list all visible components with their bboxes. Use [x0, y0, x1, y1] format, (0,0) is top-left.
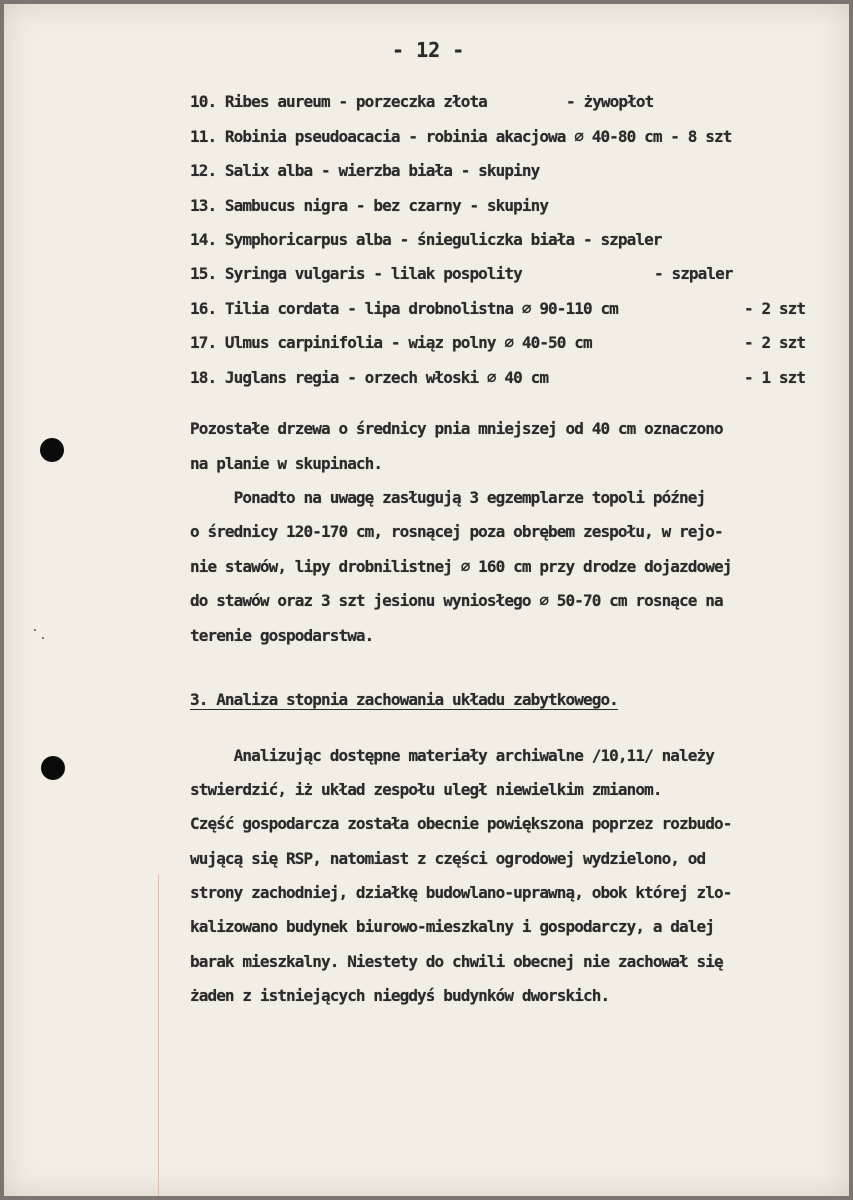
- page-number: - 12 -: [392, 38, 465, 62]
- paragraph-line: terenie gospodarstwa.: [190, 626, 374, 645]
- list-item-text: 13. Sambucus nigra - bez czarny - skupiny: [190, 196, 549, 215]
- paragraph-line: do stawów oraz 3 szt jesionu wyniosłego ⌀ 50-70 cm rosnące na: [190, 591, 723, 610]
- paragraph-line: Analizując dostępne materiały archiwalne /10,11/ należy: [190, 746, 714, 765]
- paper-speck: [42, 637, 44, 639]
- list-item-text: 16. Tilia cordata - lipa drobnolistna ⌀ 90-110 cm: [190, 299, 618, 318]
- list-item-text: 14. Symphoricarpus alba - śnieguliczka biała - szpaler: [190, 230, 662, 249]
- list-item-suffix: - szpaler: [654, 264, 733, 283]
- list-item-text: 15. Syringa vulgaris - lilak pospolity: [190, 264, 522, 283]
- list-item-count: - 2 szt: [744, 333, 806, 352]
- punch-hole-bottom: [41, 756, 65, 780]
- list-item-count: - 2 szt: [744, 299, 806, 318]
- paragraph-line: Część gospodarcza została obecnie powiększona poprzez rozbudo-: [190, 814, 732, 833]
- list-item: [190, 196, 548, 215]
- list-item: [190, 264, 522, 283]
- paragraph-line: barak mieszkalny. Niestety do chwili obecnej nie zachował się: [190, 952, 723, 971]
- list-item-text: 12. Salix alba - wierzba biała - skupiny: [190, 161, 540, 180]
- paragraph-line: Ponadto na uwagę zasługują 3 egzemplarze topoli późnej: [190, 488, 706, 507]
- paragraph-line: żaden z istniejących niegdyś budynków dworskich.: [190, 986, 610, 1005]
- paragraph-line: wującą się RSP, natomiast z części ogrodowej wydzielono, od: [190, 849, 706, 868]
- paper-speck: [34, 629, 36, 631]
- list-item-text: 10. Ribes aureum - porzeczka złota: [190, 92, 487, 111]
- paragraph-line: na planie w skupinach.: [190, 454, 383, 473]
- document-page: [4, 4, 849, 1196]
- paragraph-line: strony zachodniej, działkę budowlano-uprawną, obok której zlo-: [190, 883, 732, 902]
- paragraph-line: stwierdzić, iż układ zespołu uległ niewielkim zmianom.: [190, 780, 662, 799]
- list-item-suffix: - żywopłot: [566, 92, 654, 111]
- list-item: [190, 230, 662, 249]
- list-item-text: 11. Robinia pseudoacacia - robinia akacjowa ⌀ 40-80 cm - 8 szt: [190, 127, 732, 146]
- list-item-count: - 1 szt: [744, 368, 806, 387]
- paragraph-line: Pozostałe drzewa o średnicy pnia mniejszej od 40 cm oznaczono: [190, 419, 723, 438]
- section-heading: 3. Analiza stopnia zachowania układu zabytkowego.: [190, 690, 618, 709]
- paragraph-line: nie stawów, lipy drobnilistnej ⌀ 160 cm przy drodze dojazdowej: [190, 557, 732, 576]
- margin-line: [158, 874, 159, 1196]
- list-item: [190, 92, 487, 111]
- punch-hole-top: [40, 438, 64, 462]
- list-item-text: 17. Ulmus carpinifolia - wiąz polny ⌀ 40-50 cm: [190, 333, 592, 352]
- list-item: [190, 161, 539, 180]
- list-item-text: 18. Juglans regia - orzech włoski ⌀ 40 cm: [190, 368, 549, 387]
- paragraph-line: o średnicy 120-170 cm, rosnącej poza obrębem zespołu, w rejo-: [190, 522, 723, 541]
- list-item: [190, 333, 592, 352]
- list-item: [190, 127, 731, 146]
- list-item: [190, 368, 548, 387]
- paragraph-line: kalizowano budynek biurowo-mieszkalny i gospodarczy, a dalej: [190, 917, 714, 936]
- list-item: [190, 299, 618, 318]
